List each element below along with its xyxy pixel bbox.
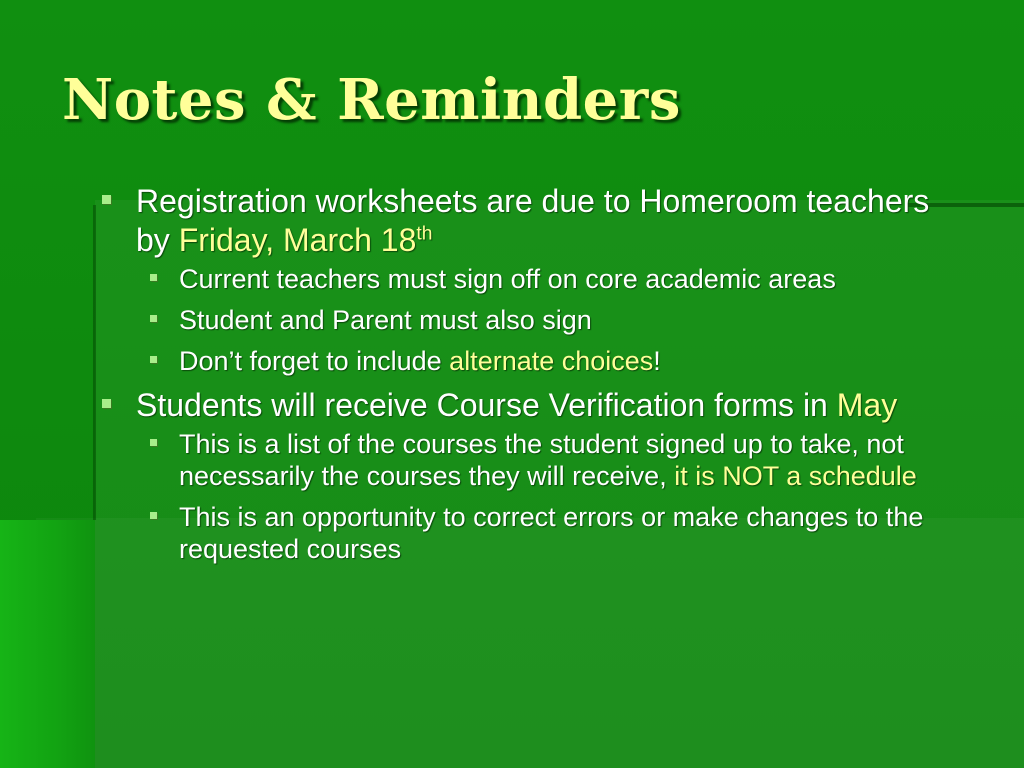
sub-bullet-text: This is a list of the courses the student signed up to take, not necessarily the courses they will receive, — [179, 429, 904, 491]
bullet-registration — [100, 182, 940, 260]
due-date-suffix: th — [416, 223, 433, 245]
square-bullet-icon — [102, 399, 111, 408]
sub-bullet-text-end: ! — [653, 346, 661, 376]
slide-body — [100, 182, 940, 574]
sub-bullet-text: This is an opportunity to correct errors or make changes to the requested courses — [179, 502, 924, 564]
bullet-text: Students will receive Course Verification forms in — [136, 387, 837, 423]
square-bullet-icon — [150, 356, 157, 363]
due-date-highlight: Friday, March 18 — [178, 222, 417, 258]
sub-bullet-text: Don’t forget to include — [179, 346, 450, 376]
decorative-line-vertical — [93, 205, 96, 520]
sub-bullet-correct-errors — [100, 501, 940, 565]
square-bullet-icon — [150, 274, 157, 281]
sub-bullet-parent-sign — [100, 304, 940, 336]
square-bullet-icon — [150, 315, 157, 322]
bullet-course-verification — [100, 386, 940, 425]
sub-bullet-alternate-choices — [100, 345, 940, 377]
slide-title: Notes & Reminders — [62, 67, 681, 133]
alternate-choices-highlight: alternate choices — [449, 346, 654, 376]
not-schedule-highlight: it is NOT a schedule — [674, 461, 917, 491]
square-bullet-icon — [150, 512, 157, 519]
sub-bullet-text: Student and Parent must also sign — [179, 305, 592, 335]
square-bullet-icon — [102, 195, 111, 204]
square-bullet-icon — [150, 439, 157, 446]
sub-bullet-not-schedule — [100, 428, 940, 492]
sub-bullet-text: Current teachers must sign off on core academic areas — [179, 264, 836, 294]
background-accent-lower-left — [0, 520, 95, 768]
bullet-text: Registration worksheets are due to Homeroom teachers by — [136, 183, 930, 258]
month-highlight: May — [836, 387, 898, 423]
sub-bullet-teachers-sign — [100, 263, 940, 295]
